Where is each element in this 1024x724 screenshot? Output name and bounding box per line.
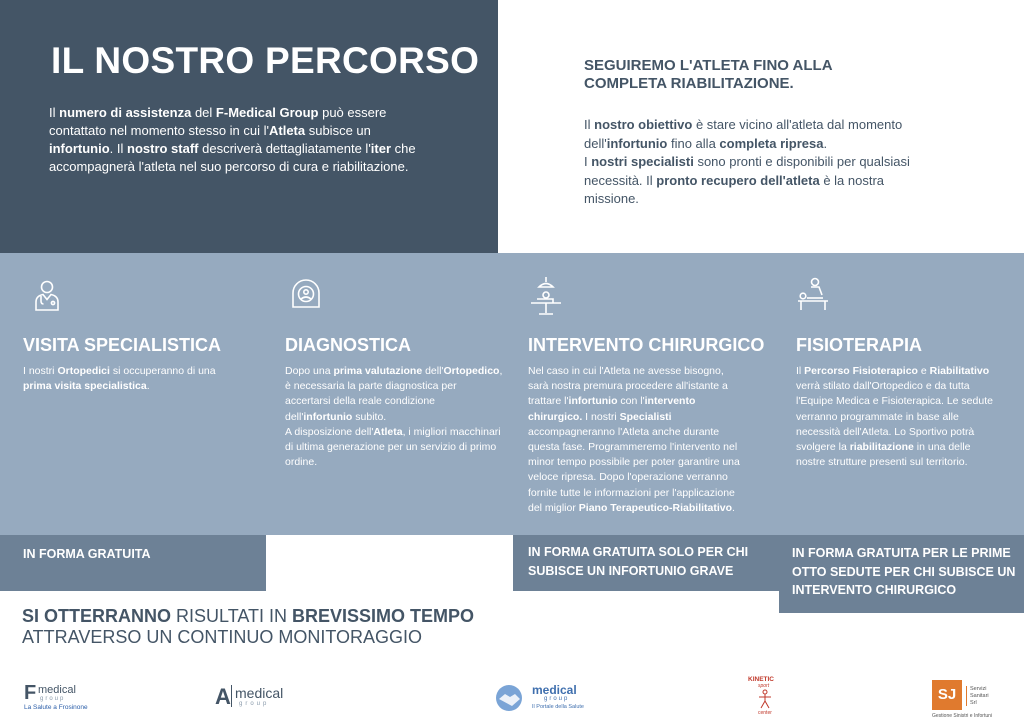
mission-text: Il nostro obiettivo è stare vicino all'atleta dal momento dell'infortunio fino alla completa ripresa. I nostri specialisti sono pronti e disponibili per qualsiasi necessità. Il pronto recupero dell'atleta è la nostra missione. bbox=[584, 117, 910, 206]
logo-tagline: center bbox=[758, 710, 772, 716]
mri-scanner-icon bbox=[288, 277, 324, 313]
logo-tagline: Il Portale della Salute bbox=[532, 704, 584, 710]
logo-letters: SJ bbox=[932, 680, 962, 710]
logo-name: medical bbox=[38, 684, 76, 696]
fmedical-logo bbox=[24, 682, 104, 714]
surgery-icon bbox=[527, 275, 565, 317]
logo-name: medical bbox=[235, 685, 284, 701]
tag-fisioterapia: IN FORMA GRATUITA PER LE PRIME OTTO SEDUTE PER CHI SUBISCE UN INTERVENTO CHIRURGICO bbox=[779, 535, 1024, 613]
logo-letter: A bbox=[215, 684, 231, 709]
kinetic-logo bbox=[748, 676, 784, 718]
closing-normal: RISULTATI IN bbox=[171, 606, 293, 626]
sj-logo bbox=[932, 680, 1024, 720]
handshake-icon bbox=[494, 684, 524, 712]
closing-line-2: ATTRAVERSO UN CONTINUO MONITORAGGIO bbox=[22, 627, 423, 647]
page-title: IL NOSTRO PERCORSO bbox=[51, 40, 480, 81]
logo-divider bbox=[231, 685, 232, 707]
service-text: Nel caso in cui l'Atleta ne avesse bisogno, sarà nostra premura procedere all'istante a trattare l'infortunio con l'intervento chirurgico. I nostri Specialisti accompagneranno l'Atleta anche durante questa fase. Programmeremo l'intervento nel minor tempo possibile per poter garantire una veloce ripresa. Dopo l'operazione verranno fornite tutte le informazioni per l'applicazione del miglior Piano Terapeutico-Riabilitativo. bbox=[528, 365, 740, 514]
service-text: I nostri Ortopedici si occuperanno di una prima visita specialistica. bbox=[23, 365, 216, 393]
closing-bold-1: SI OTTERRANNO bbox=[22, 606, 172, 626]
amedical-logo bbox=[215, 684, 295, 714]
tag-intervento: IN FORMA GRATUITA SOLO PER CHI SUBISCE UN INFORTUNIO GRAVE bbox=[513, 535, 779, 591]
service-title: VISITA SPECIALISTICA bbox=[23, 335, 222, 355]
closing-line-1 bbox=[22, 606, 474, 627]
intro-text: Il numero di assistenza del F-Medical Group può essere contattato nel momento stesso in cui l'Atleta subisce un infortunio. Il nostro staff descriverà dettagliatamente l'iter che accompagnerà l'atleta nel suo percorso di cura e riabilitazione. bbox=[49, 105, 416, 174]
logo-sub: sport bbox=[758, 683, 770, 689]
logo-tagline: La Salute a Frosinone bbox=[24, 704, 88, 711]
logo-sub: group bbox=[239, 701, 270, 707]
logo-letter: F bbox=[24, 682, 37, 704]
closing-bold-2: BREVISSIMO TEMPO bbox=[292, 606, 475, 626]
tag-visita: IN FORMA GRATUITA bbox=[0, 535, 266, 591]
logo-name: medical bbox=[532, 683, 577, 697]
logo-sub: group bbox=[544, 696, 570, 702]
service-text: Dopo una prima valutazione dell'Ortopedico, è necessaria la parte diagnostica per accertarsi della reale condizione dell'infortunio subito. A disposizione dell'Atleta, i migliori macchinari di ultima generazione per un servizio di primo ordine. bbox=[285, 365, 503, 469]
logo-tagline: Gestione Sinistri e Infortuni bbox=[932, 713, 993, 719]
service-title: FISIOTERAPIA bbox=[796, 335, 923, 355]
mission-title: SEGUIREMO L'ATLETA FINO ALLA COMPLETA RIABILITAZIONE. bbox=[584, 57, 832, 92]
logo-name: Servizi Sanitari Srl bbox=[970, 686, 989, 706]
service-title: INTERVENTO CHIRURGICO bbox=[528, 335, 765, 355]
logo-sub: group bbox=[40, 696, 66, 702]
doctor-icon bbox=[29, 277, 65, 313]
logo-name: KINETIC bbox=[748, 676, 774, 683]
logo-divider bbox=[966, 686, 967, 706]
physiotherapy-icon bbox=[795, 277, 831, 313]
runner-figure-icon bbox=[756, 689, 774, 709]
service-text: Il Percorso Fisioterapico e Riabilitativo verrà stilato dall'Ortopedico e da tutta l'Equipe Medica e Fisioterapica. Le sedute verranno programmate in base alle necessità dell'Atleta. Lo Sportivo potrà svolgere la riabilitazione in una delle nostre strutture presenti sul territorio. bbox=[796, 365, 993, 469]
medicalgroup-logo bbox=[494, 682, 594, 714]
service-title: DIAGNOSTICA bbox=[285, 335, 411, 355]
